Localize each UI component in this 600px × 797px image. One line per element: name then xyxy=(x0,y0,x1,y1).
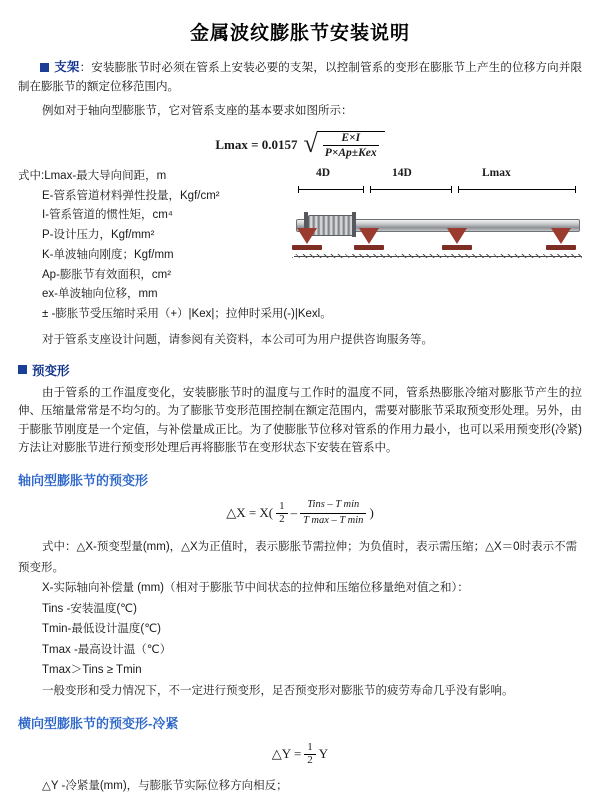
axial-eq-minus: – xyxy=(290,505,298,521)
page-title: 金属波纹膨胀节安装说明 xyxy=(189,23,410,44)
section-preform-label: 预变形 xyxy=(32,363,70,378)
definition-item: I-管系管道的惯性矩，cm⁴ xyxy=(42,209,173,222)
definition-item: ± -膨胀节受压缩时采用（+）|Kex|；拉伸时采用(-)|Kexl。 xyxy=(42,308,332,321)
blue-square-bullet-icon xyxy=(18,365,27,374)
section-preform-paragraph: 由于管系的工作温度变化，安装膨胀节时的温度与工作时的温度不同，管系热膨胀冷缩对膨胀节产生的拉伸、压缩量常常是不均匀的。为了膨胀节变形范围控制在额定范围内，需要对膨胀节采取预变形处理。另外，由于膨胀节刚度是一个定值，与补偿量成正比。为了使膨胀节位移对管系的作用力最小，也可以采用预变形(冷紧)方法让对膨胀节进行预变形处理后再将膨胀节在变形状态下安装在管系中。 xyxy=(18,386,582,455)
lateral-note-line: △Y -冷紧量(mm)，与膨胀节实际位移方向相反； xyxy=(42,780,288,793)
lateral-eq-half: $\frac{1}{2}$ xyxy=(304,742,316,766)
figure-label-4d: 4D xyxy=(316,166,331,179)
ground-hatch xyxy=(292,254,582,258)
blue-square-bullet-icon xyxy=(40,63,49,72)
axial-note-line: 式中：△X-预变型量(mm)，△X为正值时，表示膨胀节需拉伸；为负值时，表示需压缩；△X＝0时表示不需预变形。 xyxy=(18,541,578,574)
radical-icon: √ $\frac{E\times I}{\text{P×Ap±Kex}}$ xyxy=(304,131,385,159)
contact-note: 对于管系支座设计问题，请参阅有关资料，本公司可为用户提供咨询服务等。 xyxy=(42,334,433,346)
definition-item: Ap-膨胀节有效面积，cm² xyxy=(42,268,172,281)
section-support-example: 例如对于轴向型膨胀节，它对管系支座的基本要求如图所示： xyxy=(42,105,353,118)
section-support-label: 支架 xyxy=(54,60,80,74)
pipe-support-diagram xyxy=(292,167,582,263)
definition-item: E-管系管道材料弹性投量，Kgf/cm² xyxy=(42,189,220,202)
axial-note-line: Tmax＞Tins ≥ Tmin xyxy=(42,664,142,677)
figure-drawing xyxy=(292,197,582,263)
axial-note-line: 一般变形和受力情况下，不一定进行预变形，足否预变形对膨胀节的疲劳寿命几乎没有影响。 xyxy=(42,684,514,697)
dimension-14d xyxy=(370,189,452,190)
guide-support-icon xyxy=(546,228,576,250)
axial-note-line: Tins -安装温度(℃) xyxy=(42,602,137,615)
dimension-4d xyxy=(298,189,364,190)
formula-numerator: E×I xyxy=(323,132,379,146)
figure-dimension-lines xyxy=(292,185,582,195)
axial-eq-lhs: △X = X( xyxy=(226,505,274,521)
figure-label-lmax: Lmax xyxy=(482,166,511,179)
axial-note-line: Tmax -最高设计温（℃） xyxy=(42,643,172,656)
axial-eq-half: 1 2 xyxy=(276,501,288,525)
axial-eq-fraction: Tins – T min T max – T min xyxy=(300,499,366,527)
section-preform-heading xyxy=(18,361,582,379)
lateral-eq-rhs: Y xyxy=(318,746,329,762)
definition-item: K-单波轴向刚度；Kgf/mm xyxy=(42,248,174,261)
figure-labels xyxy=(292,167,582,185)
definitions-and-figure xyxy=(18,167,582,325)
figure-label-14d: 14D xyxy=(392,166,412,179)
definition-item: ex-单波轴向位移，mm xyxy=(42,288,158,301)
axial-note-line: X-实际轴向补偿量 (mm)（相对于膨胀节中间状态的拉伸和压缩位移量绝对值之和）： xyxy=(42,582,469,595)
definition-item: 式中:Lmax-最大导向间距，m xyxy=(18,169,167,182)
axial-note-line: Tmin-最低设计温度(℃) xyxy=(42,623,161,636)
lateral-eq-lhs: △Y = xyxy=(271,746,302,762)
axial-eq-rhs: ) xyxy=(369,505,374,521)
section-support-lead: 支架：安装膨胀节时必须在管系上安装必要的支架，以控制管系的变形在膨胀节上产生的位移方向并限制在膨胀节的额定位移范围内。 xyxy=(18,60,583,93)
lateral-equation xyxy=(18,742,582,766)
formula-lmax xyxy=(18,128,582,159)
section-support-text: 安装膨胀节时必须在管系上安装必要的支架，以控制管系的变形在膨胀节上产生的位移方向并限制在膨胀节的额定位移范围内。 xyxy=(18,62,583,93)
dimension-lmax xyxy=(458,189,576,190)
guide-support-icon xyxy=(354,228,384,250)
axial-equation xyxy=(18,499,582,527)
lateral-preform-heading: 横向型膨胀节的预变形-冷紧 xyxy=(18,715,179,731)
anchor-support-icon xyxy=(292,228,322,250)
formula-lhs: Lmax = 0.0157 xyxy=(215,136,298,152)
guide-support-icon xyxy=(442,228,472,250)
formula-denominator: P×Ap±Kex xyxy=(324,146,377,159)
definition-item: P-设计压力，Kgf/mm² xyxy=(42,229,155,242)
axial-preform-heading: 轴向型膨胀节的预变形 xyxy=(18,473,149,489)
